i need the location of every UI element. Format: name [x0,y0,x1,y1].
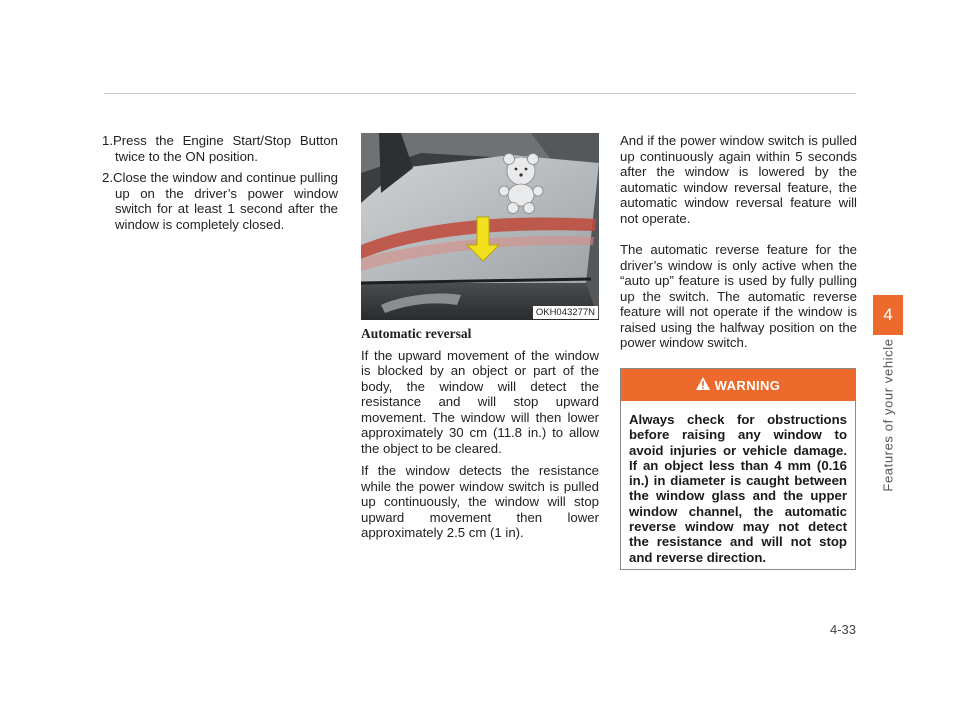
steps-list [102,133,338,232]
paragraph: If the upward movement of the window is blocked by an object or part of the body, the window will detect the resistance and will stop upward movement. The window will then lower approximately 30 cm (11.8 in.) to allow the object to be cleared. [361,347,599,456]
right-column [620,133,857,358]
paragraph: The automatic reverse feature for the driver’s window is only active when the “auto up” feature is used by fully pulling up the switch. The automatic reverse feature will not operate if the window is raised using the halfway position on the power window switch. [620,242,857,350]
warning-text: Always check for obstructions before raising any window to avoid injuries or vehicle damage. If an object less than 4 mm (0.16 in.) in diameter is caught between the window glass and the upper window channel, the automatic reverse window may not detect the resistance and will not stop and reverse direction. [629,412,847,565]
warning-header [621,369,855,401]
chapter-tab: 4 [873,295,903,335]
step-item: 2.Close the window and continue pulling up on the driver’s power window switch for at least 1 second after the window is completely closed. [102,170,338,232]
car-window-image [361,133,599,320]
left-column [102,133,338,238]
step-item: 1.Press the Engine Start/Stop Button twice to the ON position. [102,133,338,164]
warning-triangle-icon [696,377,710,393]
paragraph: And if the power window switch is pulled up continuously again within 5 seconds after the window is lowered by the automatic window reversal feature, the automatic window reversal feature will not operate. [620,133,857,226]
warning-title: WARNING [714,377,781,393]
top-rule [104,93,856,94]
figure-code: OKH043277N [533,306,598,319]
chapter-label: Features of your vehicle [880,338,896,492]
warning-box [620,368,856,570]
window-illustration [361,133,599,320]
section-heading: Automatic reversal [361,326,472,341]
page-number: 4-33 [829,622,856,637]
paragraph: If the window detects the resistance while the power window switch is pulled up continuously, the window will stop upward movement then lower approximately 2.5 cm (1 in). [361,463,599,540]
middle-column [361,133,599,548]
